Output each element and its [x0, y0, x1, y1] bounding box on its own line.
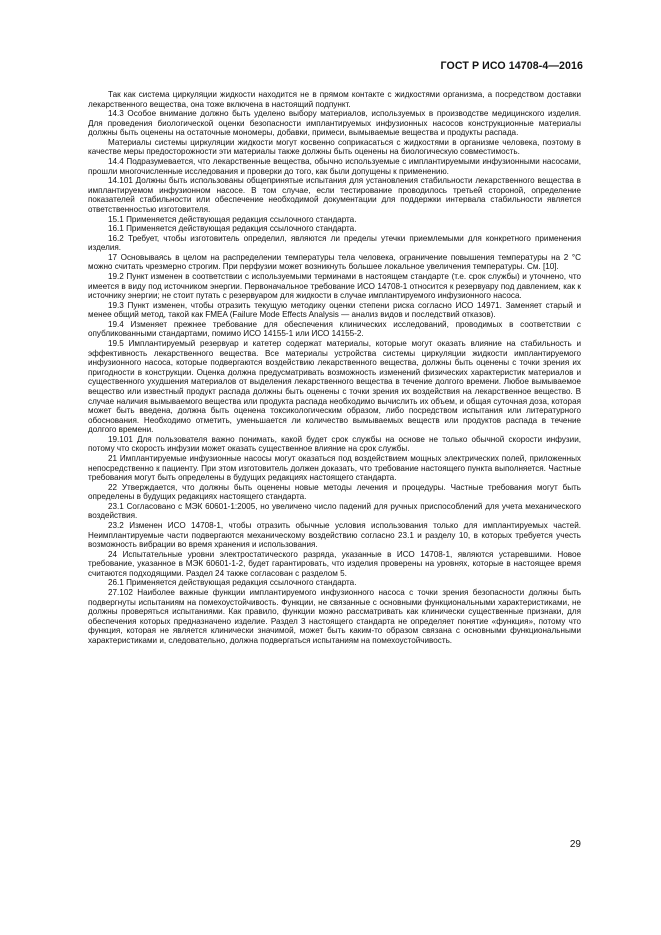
- paragraph: 26.1 Применяется действующая редакция ссылочного стандарта.: [108, 578, 357, 588]
- paragraph: 17 Основываясь в целом на распределении температуры тела человека, ограничение повышения температуры на 2 °С можно считать чрезмерно строгим. При перфузии может возникнуть большее локальное увеличения температуры. См. [10].: [88, 252, 581, 272]
- paragraph: 23.2 Изменен ИСО 14708-1, чтобы отразить обычные условия использования только для имплантируемых частей. Неимплантируемые части подвергаются механическому воздействию согласно 23.1 и разделу 10, в которых требуется учесть возможность вибрации во время хранения и использования.: [88, 521, 581, 550]
- paragraph: 14.101 Должны быть использованы общепринятые испытания для установления стабильности лекарственного вещества в имплантируемом инфузионном насосе. В том случае, если тестирование проводилось третьей стороной, определение показателей стабильности или обеспечение необходимой документации для поддержки интервала стабильности является ответственностью изготовителя.: [88, 176, 581, 214]
- paragraph: 21 Имплантируемые инфузионные насосы могут оказаться под воздействием мощных электрических полей, приложенных непосредственно к пациенту. При этом изготовитель должен доказать, что требование настоящего пункта выполняется. Частные требования могут быть определены в будущих редакциях настоящего стандарта.: [88, 453, 581, 483]
- paragraph: 14.3 Особое внимание должно быть уделено выбору материалов, используемых в производстве медицинского изделия. Для проведения биологической оценки безопасности имплантируемых инфузионных насосов конструкционные материалы должны быть оценены на остаточные мономеры, добавки, примеси, вымываемые вещества и продукты распада.: [88, 109, 581, 138]
- paragraph: 15.1 Применяется действующая редакция ссылочного стандарта.: [108, 214, 357, 224]
- body-text: [88, 90, 581, 646]
- page-number: 29: [569, 839, 581, 850]
- paragraph: Материалы системы циркуляции жидкости могут косвенно соприкасаться с жидкостями в организме человека, поэтому в качестве меры предосторожности эти материалы также должны быть оценены на биологическую совместимость.: [88, 137, 581, 157]
- paragraph: 19.2 Пункт изменен в соответствии с используемыми терминами в настоящем стандарте (т.е. срок службы) и уточнено, что имеется в виду под источником энергии. Первоначальное требование ИСО 14708-1 относится к резервуару под давлением, как к источнику энергии; не стоит путать с резервуаром для жидкости в случае имплантируемого инфузионного насоса.: [88, 271, 581, 301]
- paragraph: Так как система циркуляции жидкости находится не в прямом контакте с жидкостями организма, а посредством доставки лекарственного вещества, она тоже включена в настоящий подпункт.: [88, 90, 581, 109]
- paragraph: 22 Утверждается, что должны быть оценены новые методы лечения и процедуры. Частные требования могут быть определены в будущих редакциях настоящего стандарта.: [88, 482, 581, 502]
- paragraph: 19.3 Пункт изменен, чтобы отразить текущую методику оценки степени риска согласно ИСО 14971. Заменяет старый и менее общий метод, такой как FMEA (Failure Mode Effects Analysis — анализ видов и последствий отказов).: [88, 300, 581, 320]
- paragraph: 23.1 Согласовано с МЭК 60601-1:2005, но увеличено число падений для ручных приспособлений для учета механического воздействия.: [88, 501, 581, 521]
- document-header: ГОСТ Р ИСО 14708-4—2016: [440, 60, 583, 72]
- paragraph: 24 Испытательные уровни электростатического разряда, указанные в ИСО 14708-1, являются устаревшими. Новое требование, указанное в МЭК 60601-1-2, будет гарантировать, что изделия проверены на уровнях, которые в настоящее время считаются подходящими. Раздел 24 также согласован с разделом 5.: [88, 549, 581, 578]
- paragraph: 19.4 Изменяет прежнее требование для обеспечения клинических исследований, проводимых в соответствии с опубликованными стандартами, помимо ИСО 14155-1 или ИСО 14155-2.: [88, 319, 581, 339]
- paragraph: 27.102 Наиболее важные функции имплантируемого инфузионного насоса с точки зрения безопасности должны быть подвергнуты испытаниям на помехоустойчивость. Функции, не связанные с основными функциональными характеристиками, не должны проверяться испытаниями. Как правило, функции можно рассматривать как клинически существенные признаки, для обеспечения которых предназначено изделие. Раздел 3 настоящего стандарта не определяет понятие «функция», потому что функция, которая не является клинически значимой, может быть каким-то образом связана с основными функциональными характеристиками и, следовательно, должна подвергаться испытаниям на помехоустойчивость.: [88, 588, 581, 645]
- paragraph: 19.101 Для пользователя важно понимать, какой будет срок службы на основе не только обычной скорости инфузии, потому что скорость инфузии может оказать существенное влияние на срок службы.: [88, 434, 581, 454]
- paragraph: 16.1 Применяется действующая редакция ссылочного стандарта.: [108, 224, 357, 234]
- paragraph: 14.4 Подразумевается, что лекарственные вещества, обычно используемые с имплантируемыми инфузионными насосами, прошли многочисленные исследования и проверки до того, как были допущены к применению.: [88, 157, 581, 176]
- paragraph: 16.2 Требует, чтобы изготовитель определил, являются ли пределы утечки приемлемыми для конкретного применения изделия.: [88, 233, 581, 253]
- paragraph: 19.5 Имплантируемый резервуар и катетер содержат материалы, которые могут оказать влияние на стабильность и эффективность лекарственного вещества. Все материалы устройства системы циркуляции жидкости имплантируемого инфузионного насоса, которые подвергаются воздействию лекарственного вещества, должны быть оценены с точки зрения их пригодности в конструкции. Оценка должна предусматривать возможность изменений физических характеристик материалов и существенного ухудшения материалов от выделения лекарственного вещества в течение долгого времени. Любое вымываемое вещество или известный продукт распада должны быть оценены с точки зрения их воздействия на лекарственное вещество. В случае наличия вымываемого вещества или продукта распада необходимо вычислить их объем, и общая суточная доза, которая может быть введена, должна быть оценена токсикологическим образом, либо посредством испытания или литературного обоснования. Необходимо отметить, уменьшается ли количество вымываемых веществ или продуктов распада в течение долгого времени.: [88, 339, 581, 435]
